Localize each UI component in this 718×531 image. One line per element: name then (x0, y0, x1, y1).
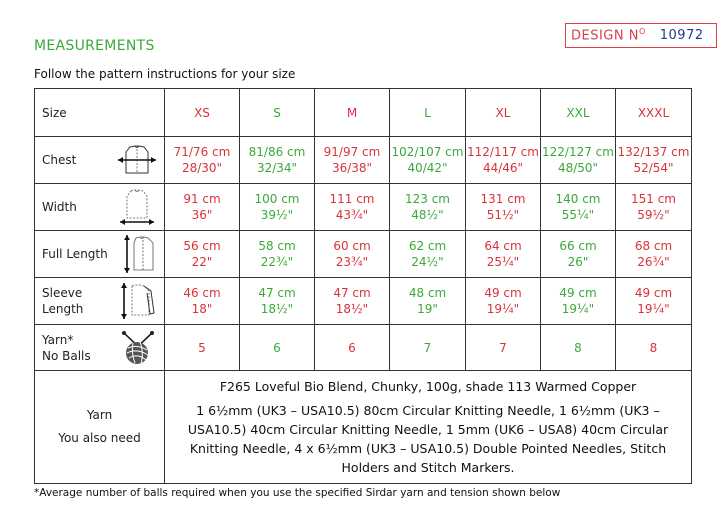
size-xl: XL (466, 89, 541, 137)
chest-xxxl: 132/137 cm 52/54" (616, 137, 692, 184)
size-xxl: XXL (541, 89, 616, 137)
width-xl: 131 cm 51½" (466, 184, 541, 231)
also-need-description: 1 6½mm (UK3 – USA10.5) 80cm Circular Knitting Needle, 1 6½mm (UK3 – USA10.5) 40cm Circular Knitting Needle, 1 5mm (UK6 – USA8) 40cm Circular Knitting Needle, 4 x 6½mm (UK3 – USA10.5) Double Pointed Needles, Stitch Holders and Stitch Markers. (187, 403, 669, 475)
yarn-description: F265 Loveful Bio Blend, Chunky, 100g, shade 113 Warmed Copper (219, 379, 637, 394)
width-m: 111 cm 43¾" (315, 184, 390, 231)
balls-xxl: 8 (541, 325, 616, 371)
balls-xs: 5 (165, 325, 240, 371)
chest-xxl: 122/127 cm 48/50" (541, 137, 616, 184)
size-l: L (390, 89, 466, 137)
chest-s: 81/86 cm 32/34" (240, 137, 315, 184)
length-xxxl: 68 cm 26¾" (616, 231, 692, 278)
footnote: *Average number of balls required when you use the specified Sirdar yarn and tension shown below (34, 487, 561, 499)
sleeve-l: 48 cm 19" (390, 278, 466, 325)
width-l: 123 cm 48½" (390, 184, 466, 231)
design-number: 10972 (659, 28, 704, 43)
sweater-chest-icon (118, 143, 156, 177)
length-m: 60 cm 23¾" (315, 231, 390, 278)
size-xxxl: XXXL (616, 89, 692, 137)
balls-xxxl: 8 (616, 325, 692, 371)
full-length-row (35, 231, 692, 278)
width-xxl: 140 cm 55¼" (541, 184, 616, 231)
subtitle: Follow the pattern instructions for your size (34, 67, 296, 81)
width-s: 100 cm 39½" (240, 184, 315, 231)
length-xxl: 66 cm 26" (541, 231, 616, 278)
design-number-box (565, 23, 717, 48)
chest-m: 91/97 cm 36/38" (315, 137, 390, 184)
balls-m: 6 (315, 325, 390, 371)
balls-s: 6 (240, 325, 315, 371)
sleeve-xxl: 49 cm 19¼" (541, 278, 616, 325)
chest-xs: 71/76 cm 28/30" (165, 137, 240, 184)
chest-l: 102/107 cm 40/42" (390, 137, 466, 184)
sleeve-length-row (35, 278, 692, 325)
yarn-balls-row (35, 325, 692, 371)
yarn-ball-needles-icon (120, 330, 156, 366)
sleeve-s: 47 cm 18½" (240, 278, 315, 325)
balls-l: 7 (390, 325, 466, 371)
full-length-label: Full Length (42, 247, 108, 261)
length-xl: 64 cm 25¼" (466, 231, 541, 278)
chest-xl: 112/117 cm 44/46" (466, 137, 541, 184)
balls-xl: 7 (466, 325, 541, 371)
sleeve-length-icon (118, 281, 156, 321)
sleeve-xs: 46 cm 18" (165, 278, 240, 325)
chest-label: Chest (42, 153, 77, 167)
width-xs: 91 cm 36" (165, 184, 240, 231)
width-label: Width (42, 200, 77, 214)
width-xxxl: 151 cm 59½" (616, 184, 692, 231)
length-xs: 56 cm 22" (165, 231, 240, 278)
width-row (35, 184, 692, 231)
page-title: MEASUREMENTS (34, 38, 155, 54)
size-xs: XS (165, 89, 240, 137)
size-header-row (35, 89, 692, 137)
size-s: S (240, 89, 315, 137)
yarn-balls-label: Yarn* No Balls (42, 332, 91, 363)
sweater-length-icon (122, 234, 156, 274)
size-m: M (315, 89, 390, 137)
size-label: Size (35, 89, 165, 137)
sleeve-length-label: Sleeve Length (42, 286, 84, 316)
design-label: DESIGN $N^O$ (571, 27, 646, 44)
yarn-label: Yarn (86, 408, 113, 422)
sweater-width-icon (118, 188, 156, 226)
sleeve-xl: 49 cm 19¼" (466, 278, 541, 325)
chest-row (35, 137, 692, 184)
also-need-label: You also need (58, 431, 141, 445)
measurements-table (34, 88, 692, 484)
yarn-info-row (35, 371, 692, 484)
length-l: 62 cm 24½" (390, 231, 466, 278)
sleeve-xxxl: 49 cm 19¼" (616, 278, 692, 325)
sleeve-m: 47 cm 18½" (315, 278, 390, 325)
length-s: 58 cm 22¾" (240, 231, 315, 278)
